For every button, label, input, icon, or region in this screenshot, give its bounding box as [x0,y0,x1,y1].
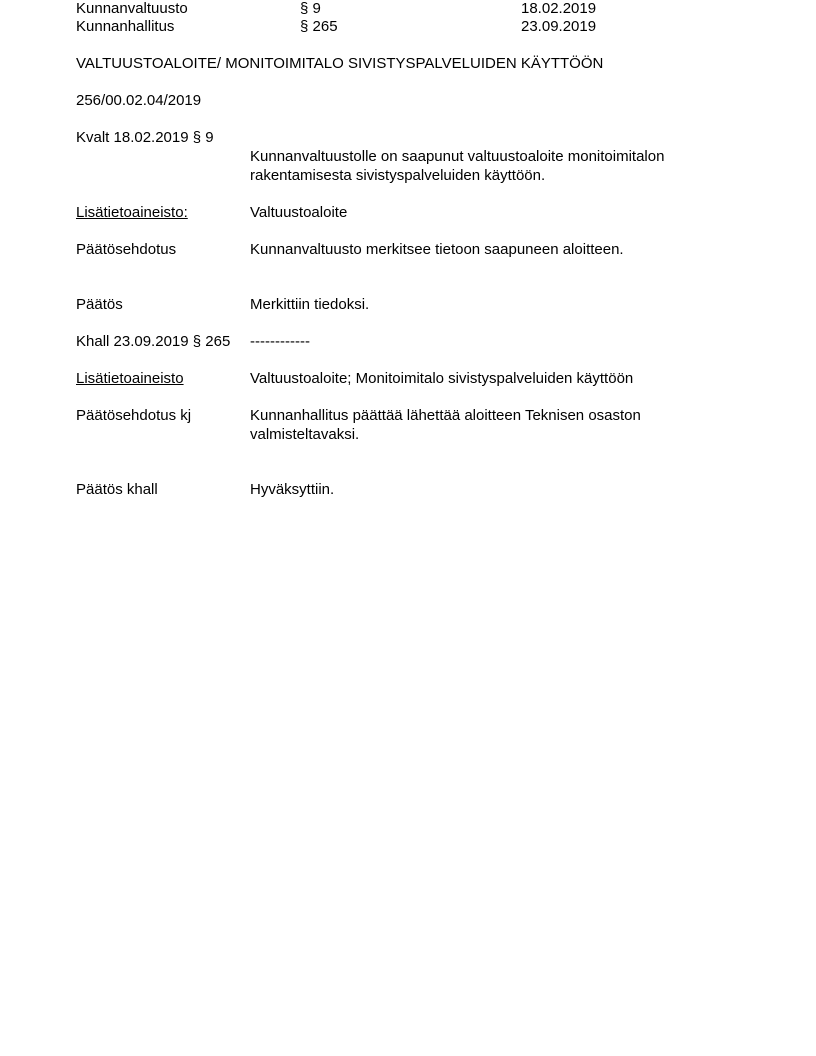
kvalt-decision-value: Merkittiin tiedoksi. [250,296,370,313]
khall-attachment-label: Lisätietoaineisto [76,370,184,387]
kvalt-attachment-value: Valtuustoaloite [250,204,348,221]
header-date-kvalt: 18.02.2019 [521,0,597,17]
header-section-khall: § 265 [300,18,338,35]
header-body-khall: Kunnanhallitus [76,18,175,35]
khall-attachment-value: Valtuustoaloite; Monitoimitalo sivistyspalveluiden käyttöön [250,370,634,387]
header-body-kvalt: Kunnanvaltuusto [76,0,188,17]
kvalt-description: Kunnanvaltuustolle on saapunut valtuustoaloite monitoimitalon rakentamisesta sivistyspalveluiden käyttöön. [250,148,665,184]
khall-separator: ------------ [250,333,310,350]
document-title: VALTUUSTOALOITE/ MONITOIMITALO SIVISTYSPALVELUIDEN KÄYTTÖÖN [76,55,604,72]
khall-decision-label: Päätös khall [76,481,158,498]
record-number: 256/00.02.04/2019 [76,92,202,109]
kvalt-heading: Kvalt 18.02.2019 § 9 [76,129,214,146]
kvalt-decision-label: Päätös [76,296,123,313]
khall-proposal-value: Kunnanhallitus päättää lähettää aloitteen Teknisen osaston valmisteltavaksi. [250,407,641,443]
header-date-khall: 23.09.2019 [521,18,597,35]
kvalt-proposal-label: Päätösehdotus [76,241,177,258]
kvalt-proposal-value: Kunnanvaltuusto merkitsee tietoon saapuneen aloitteen. [250,241,624,258]
header-section-kvalt: § 9 [300,0,321,17]
kvalt-attachment-label: Lisätietoaineisto: [76,204,188,221]
khall-proposal-label: Päätösehdotus kj [76,407,192,424]
khall-decision-value: Hyväksyttiin. [250,481,335,498]
khall-heading: Khall 23.09.2019 § 265 [76,333,231,350]
